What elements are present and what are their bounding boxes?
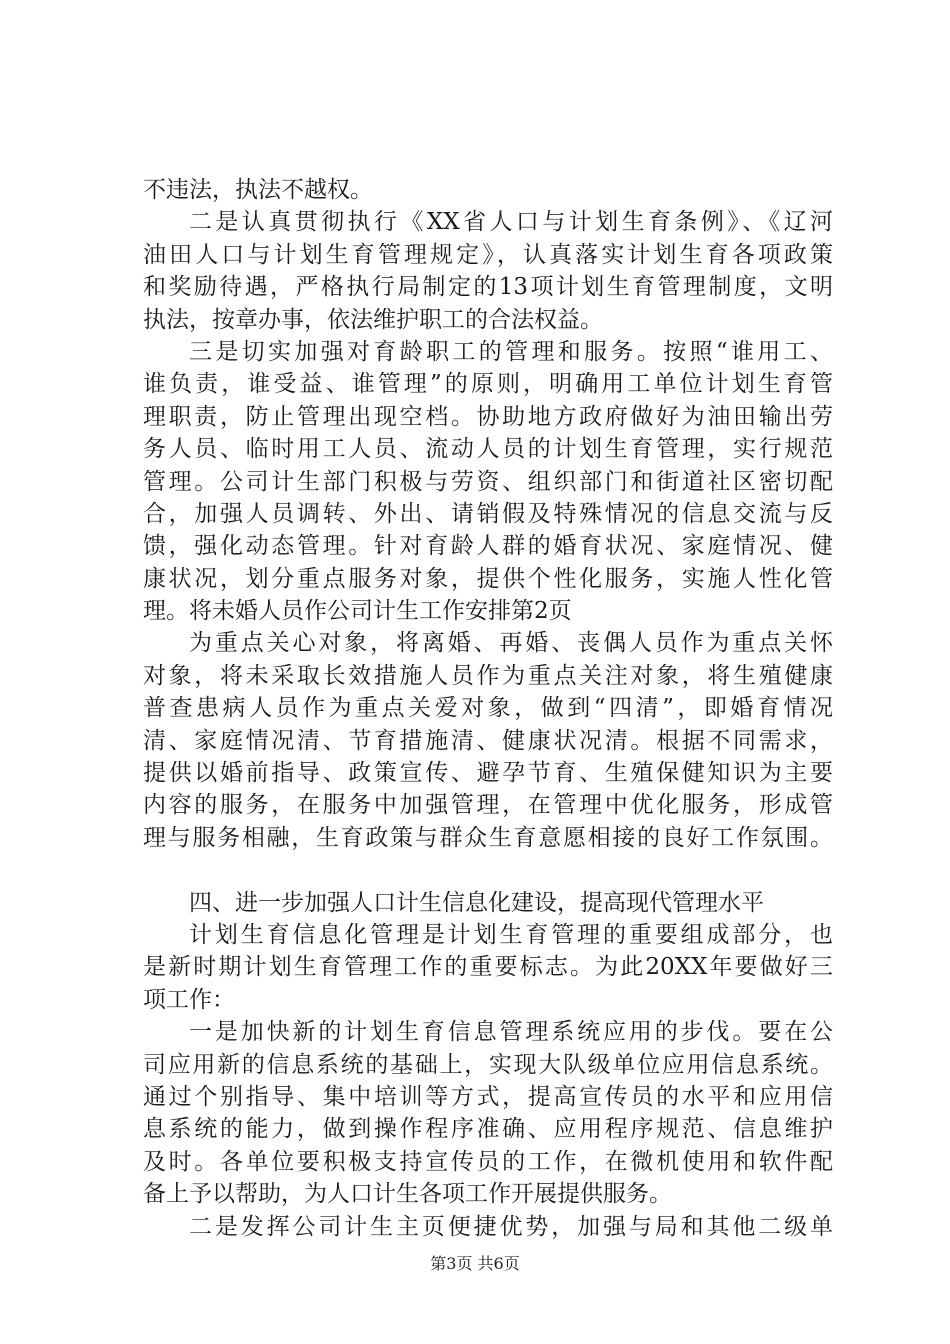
text-line: 备上予以帮助，为人口计生各项工作开展提供服务。 <box>143 1181 672 1208</box>
text-line: 二是认真贯彻执行《XX省人口与计划生育条例》、《辽河 <box>189 209 833 236</box>
text-line: 是新时期计划生育管理工作的重要标志。为此20XX年要做好三 <box>143 954 833 981</box>
text-line: 二是发挥公司计生主页便捷优势，加强与局和其他二级单 <box>189 1213 833 1240</box>
document-body <box>143 174 833 1243</box>
section-heading: 四、进一步加强人口计生信息化建设，提高现代管理水平 <box>189 889 764 916</box>
text-line: 项工作： <box>143 986 235 1013</box>
paragraph-gap <box>143 854 833 886</box>
text-line: 对象，将未采取长效措施人员作为重点关注对象，将生殖健康 <box>143 662 833 689</box>
text-line: 内容的服务，在服务中加强管理，在管理中优化服务，形成管 <box>143 792 833 819</box>
text-line: 司应用新的信息系统的基础上，实现大队级单位应用信息系统。 <box>143 1051 833 1078</box>
text-line: 管理。公司计生部门积极与劳资、组织部门和街道社区密切配 <box>143 468 833 495</box>
text-line: 务人员、临时用工人员、流动人员的计划生育管理，实行规范 <box>143 436 833 463</box>
text-line: 谁负责，谁受益、谁管理”的原则，明确用工单位计划生育管 <box>143 371 833 398</box>
text-line: 及时。各单位要积极支持宣传员的工作，在微机使用和软件配 <box>143 1148 833 1175</box>
text-line: 合，加强人员调转、外出、请销假及特殊情况的信息交流与反 <box>143 500 833 527</box>
text-line: 提供以婚前指导、政策宣传、避孕节育、生殖保健知识为主要 <box>143 760 833 787</box>
text-line: 和奖励待遇，严格执行局制定的13项计划生育管理制度，文明 <box>143 274 833 301</box>
text-line: 理与服务相融，生育政策与群众生育意愿相接的良好工作氛围。 <box>143 824 833 851</box>
text-line: 理职责，防止管理出现空档。协助地方政府做好为油田输出劳 <box>143 403 833 430</box>
page-footer: 第3页 共6页 <box>430 1254 520 1273</box>
text-line: 为重点关心对象，将离婚、再婚、丧偶人员作为重点关怀 <box>189 630 833 657</box>
text-line: 息系统的能力，做到操作程序准确、应用程序规范、信息维护 <box>143 1116 833 1143</box>
text-line: 康状况，划分重点服务对象，提供个性化服务，实施人性化管 <box>143 565 833 592</box>
text-line: 通过个别指导、集中培训等方式，提高宣传员的水平和应用信 <box>143 1083 833 1110</box>
text-line: 理。将未婚人员作公司计生工作安排第2页 <box>143 598 572 625</box>
text-line: 不违法，执法不越权。 <box>143 177 373 203</box>
text-line: 清、家庭情况清、节育措施清、健康状况清。根据不同需求， <box>143 727 833 754</box>
text-line: 油田人口与计划生育管理规定》，认真落实计划生育各项政策 <box>143 241 833 268</box>
text-line: 三是切实加强对育龄职工的管理和服务。按照“谁用工、 <box>189 338 833 365</box>
text-line: 执法，按章办事，依法维护职工的合法权益。 <box>143 306 603 333</box>
text-line: 馈，强化动态管理。针对育龄人群的婚育状况、家庭情况、健 <box>143 533 833 560</box>
text-line: 普查患病人员作为重点关爱对象，做到“四清”，即婚育情况 <box>143 695 833 722</box>
text-line: 一是加快新的计划生育信息管理系统应用的步伐。要在公 <box>189 1019 833 1046</box>
text-line: 计划生育信息化管理是计划生育管理的重要组成部分，也 <box>189 921 833 948</box>
